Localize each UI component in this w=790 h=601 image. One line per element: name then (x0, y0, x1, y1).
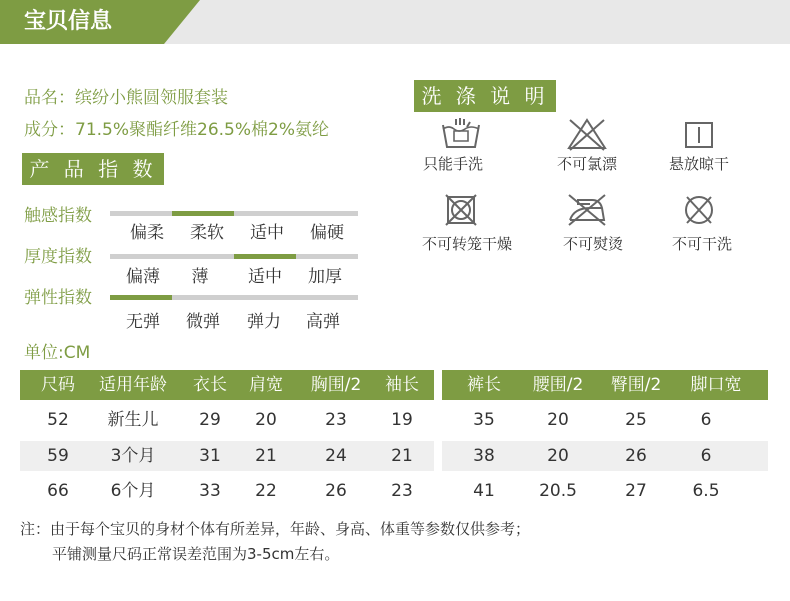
table-cell: 24 (325, 446, 347, 466)
no-tumble-dry-icon (440, 192, 482, 228)
table-cell: 26 (625, 446, 647, 466)
scale-option: 偏薄 (126, 267, 160, 287)
table-cell: 33 (199, 481, 221, 501)
scale-option: 弹力 (247, 312, 281, 332)
table-cell: 6 (700, 446, 712, 466)
care-section-title: 洗 涤 说 明 (414, 80, 556, 112)
note-line-1: 注：由于每个宝贝的身材个体有所差异，年龄、身高、体重等参数仅供参考； (20, 520, 531, 538)
scale-label-elasticity: 弹性指数 (24, 288, 92, 308)
no-iron-icon (566, 192, 608, 228)
table-cell: 59 (47, 446, 69, 466)
table-cell: 35 (473, 410, 495, 430)
hang-dry-icon (678, 117, 720, 153)
table-cell: 20 (255, 410, 277, 430)
page-title: 宝贝信息 (24, 9, 113, 34)
column-header: 胸围/2 (310, 375, 362, 395)
column-header: 腰围/2 (532, 375, 584, 395)
column-header: 臀围/2 (610, 375, 662, 395)
scale-option: 适中 (250, 223, 284, 243)
column-header: 适用年龄 (99, 375, 167, 395)
scale-option: 偏硬 (310, 223, 344, 243)
care-label: 不可熨烫 (562, 235, 623, 253)
scale-selected-elasticity (110, 295, 172, 300)
index-section-title: 产 品 指 数 (22, 153, 164, 185)
table-cell: 23 (325, 410, 347, 430)
unit-label: 单位:CM (24, 343, 91, 363)
no-dry-clean-icon (678, 192, 720, 228)
scale-label-thickness: 厚度指数 (24, 247, 92, 267)
column-header: 脚口宽 (690, 375, 742, 395)
table-cell: 20.5 (539, 481, 577, 501)
table-cell: 6.5 (692, 481, 720, 501)
column-header: 尺码 (41, 375, 75, 395)
scale-option: 高弹 (306, 312, 340, 332)
column-header: 衣长 (193, 375, 227, 395)
table-cell: 21 (391, 446, 413, 466)
scale-option: 无弹 (126, 312, 160, 332)
table-cell: 6个月 (110, 481, 156, 501)
scale-bar-touch (110, 211, 358, 216)
scale-option: 柔软 (190, 223, 224, 243)
care-label: 不可氯漂 (556, 155, 617, 173)
scale-option: 偏柔 (130, 223, 164, 243)
table-cell: 41 (473, 481, 495, 501)
table-cell: 38 (473, 446, 495, 466)
scale-option: 薄 (191, 267, 209, 287)
table-cell: 6 (700, 410, 712, 430)
scale-option: 微弹 (186, 312, 220, 332)
product-composition: 成分：71.5%聚酯纤维26.5%棉2%氨纶 (24, 120, 329, 140)
care-label: 悬放晾干 (668, 155, 729, 173)
table-cell: 25 (625, 410, 647, 430)
care-label: 不可转笼干燥 (421, 235, 512, 253)
table-cell: 20 (547, 446, 569, 466)
scale-label-touch: 触感指数 (24, 206, 92, 226)
table-cell: 新生儿 (107, 410, 159, 430)
table-cell: 27 (625, 481, 647, 501)
table-cell: 31 (199, 446, 221, 466)
table-cell: 20 (547, 410, 569, 430)
table-cell: 21 (255, 446, 277, 466)
table-cell: 19 (391, 410, 413, 430)
table-cell: 29 (199, 410, 221, 430)
scale-selected-thickness (234, 254, 296, 259)
note-line-2: 平铺测量尺码正常误差范围为3-5cm左右。 (52, 545, 340, 563)
table-cell: 22 (255, 481, 277, 501)
table-cell: 23 (391, 481, 413, 501)
table-cell: 52 (47, 410, 69, 430)
column-header: 裤长 (467, 375, 501, 395)
column-header: 肩宽 (249, 375, 283, 395)
table-cell: 3个月 (110, 446, 156, 466)
scale-option: 加厚 (308, 267, 342, 287)
column-header: 袖长 (385, 375, 419, 395)
hand-wash-icon (440, 117, 482, 153)
product-name: 品名：缤纷小熊圆领服套装 (24, 88, 228, 108)
no-bleach-icon (566, 117, 608, 153)
scale-selected-touch (172, 211, 234, 216)
table-cell: 66 (47, 481, 69, 501)
header-banner (0, 0, 790, 44)
care-label: 不可干洗 (671, 235, 732, 253)
table-cell: 26 (325, 481, 347, 501)
care-label: 只能手洗 (422, 155, 483, 173)
scale-option: 适中 (248, 267, 282, 287)
